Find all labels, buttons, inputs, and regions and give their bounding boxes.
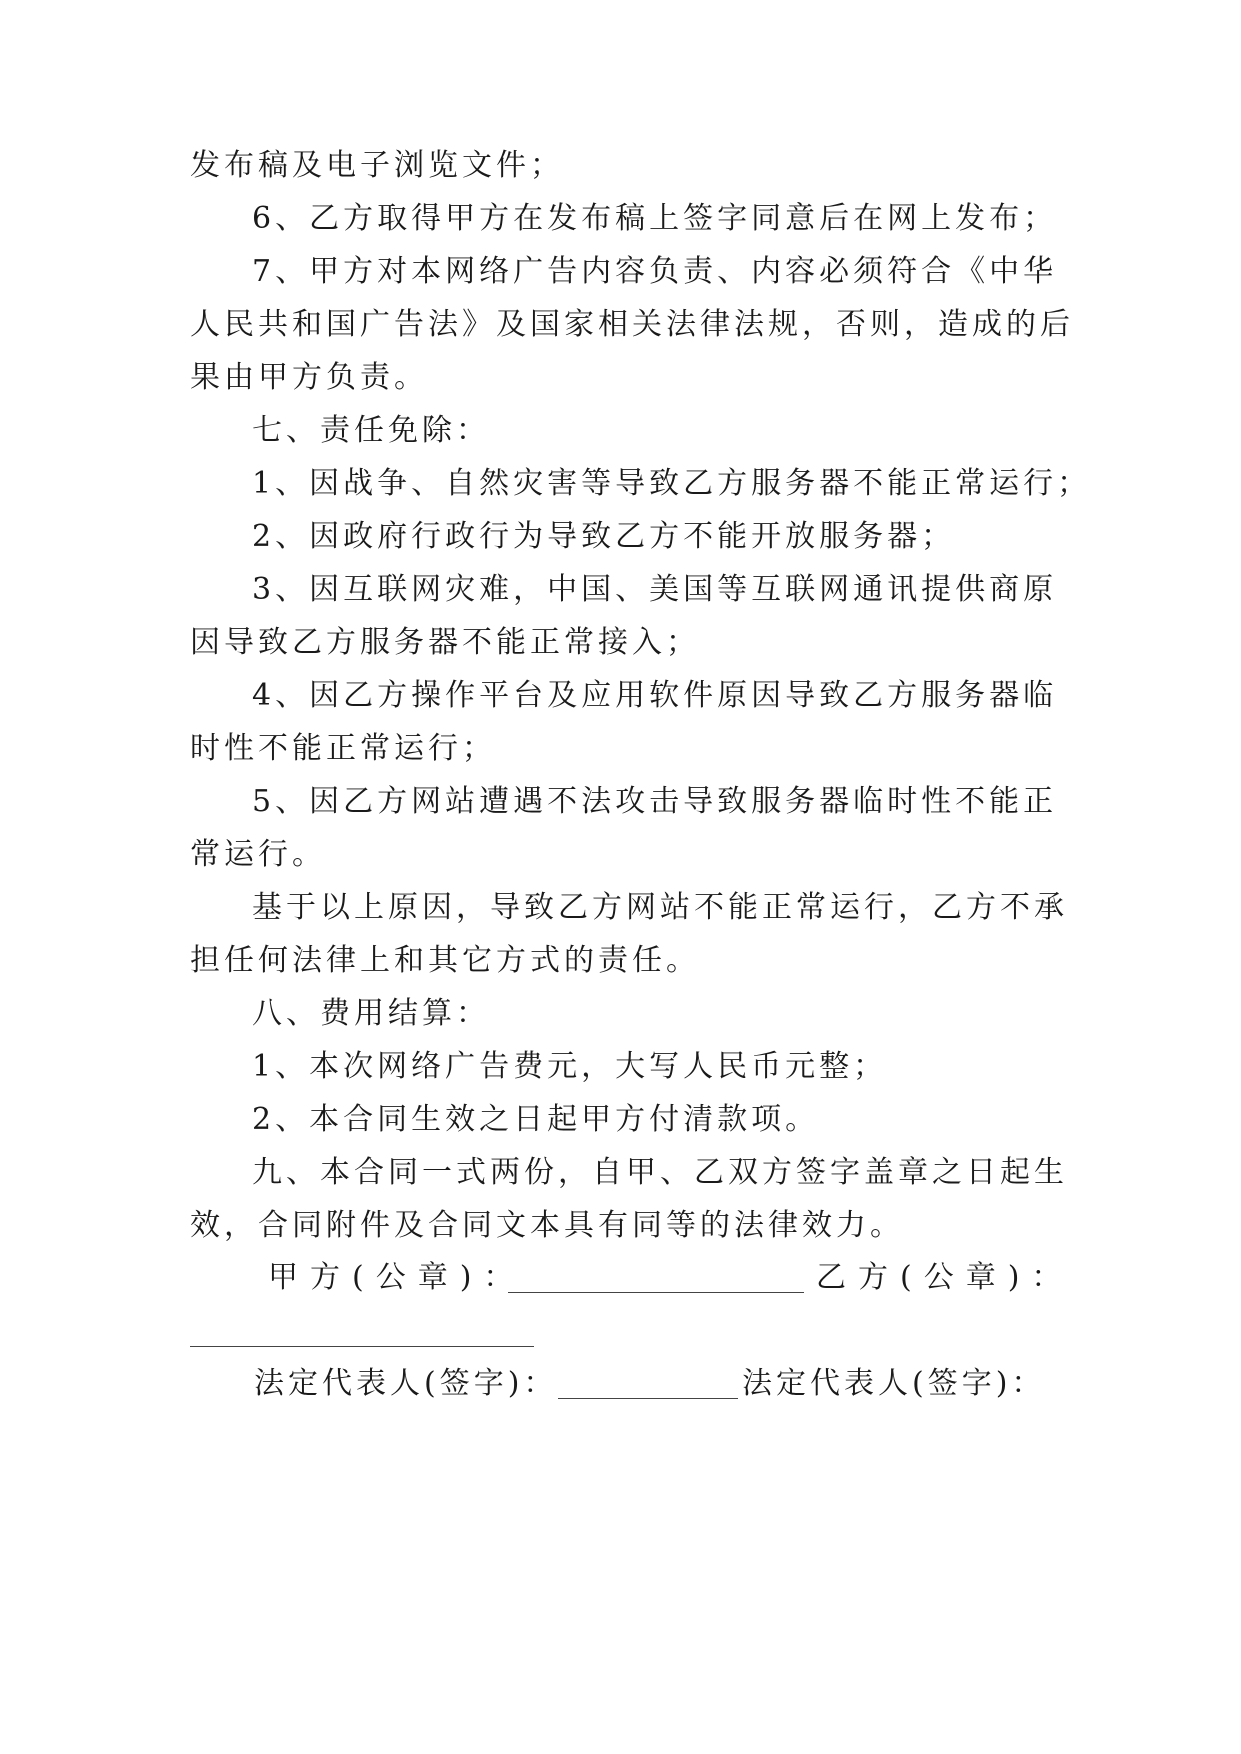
party-a-rep-label: 法定代表人(签字)： (254, 1366, 558, 1401)
text-line: 效，合同附件及合同文本具有同等的法律效力。 (190, 1208, 904, 1243)
text-line: 基于以上原因，导致乙方网站不能正常运行，乙方不承 (252, 890, 1068, 925)
text-line: 发布稿及电子浏览文件； (190, 148, 564, 183)
party-a-seal-blank (508, 1292, 804, 1293)
party-b-seal-blank (190, 1346, 534, 1347)
text-line: 5、因乙方网站遭遇不法攻击导致服务器临时性不能正 (252, 784, 1058, 819)
text-line: 2、本合同生效之日起甲方付清款项。 (252, 1102, 820, 1137)
text-line: 1、本次网络广告费元，大写人民币元整； (252, 1049, 888, 1084)
text-line: 担任何法律上和其它方式的责任。 (190, 943, 700, 978)
text-line: 4、因乙方操作平台及应用软件原因导致乙方服务器临 (252, 678, 1058, 713)
party-a-seal-label: 甲方(公章)： (268, 1260, 526, 1295)
text-line: 6、乙方取得甲方在发布稿上签字同意后在网上发布； (252, 201, 1058, 236)
text-line: 人民共和国广告法》及国家相关法律法规，否则，造成的后 (190, 307, 1074, 342)
text-line: 7、甲方对本网络广告内容负责、内容必须符合《中华 (252, 254, 1058, 289)
text-line: 1、因战争、自然灾害等导致乙方服务器不能正常运行； (252, 466, 1092, 501)
text-line: 3、因互联网灾难，中国、美国等互联网通讯提供商原 (252, 572, 1058, 607)
party-a-rep-blank (558, 1398, 738, 1399)
text-line: 常运行。 (190, 837, 326, 872)
text-line: 时性不能正常运行； (190, 731, 496, 766)
text-line: 因导致乙方服务器不能正常接入； (190, 625, 700, 660)
text-line: 九、本合同一式两份，自甲、乙双方签字盖章之日起生 (252, 1155, 1068, 1190)
text-line: 果由甲方负责。 (190, 360, 428, 395)
section-heading: 七、责任免除： (252, 413, 490, 448)
party-b-seal-label: 乙方(公章)： (816, 1260, 1074, 1295)
section-heading: 八、费用结算： (252, 996, 490, 1031)
party-b-rep-label: 法定代表人(签字)： (742, 1366, 1046, 1401)
text-line: 2、因政府行政行为导致乙方不能开放服务器； (252, 519, 956, 554)
